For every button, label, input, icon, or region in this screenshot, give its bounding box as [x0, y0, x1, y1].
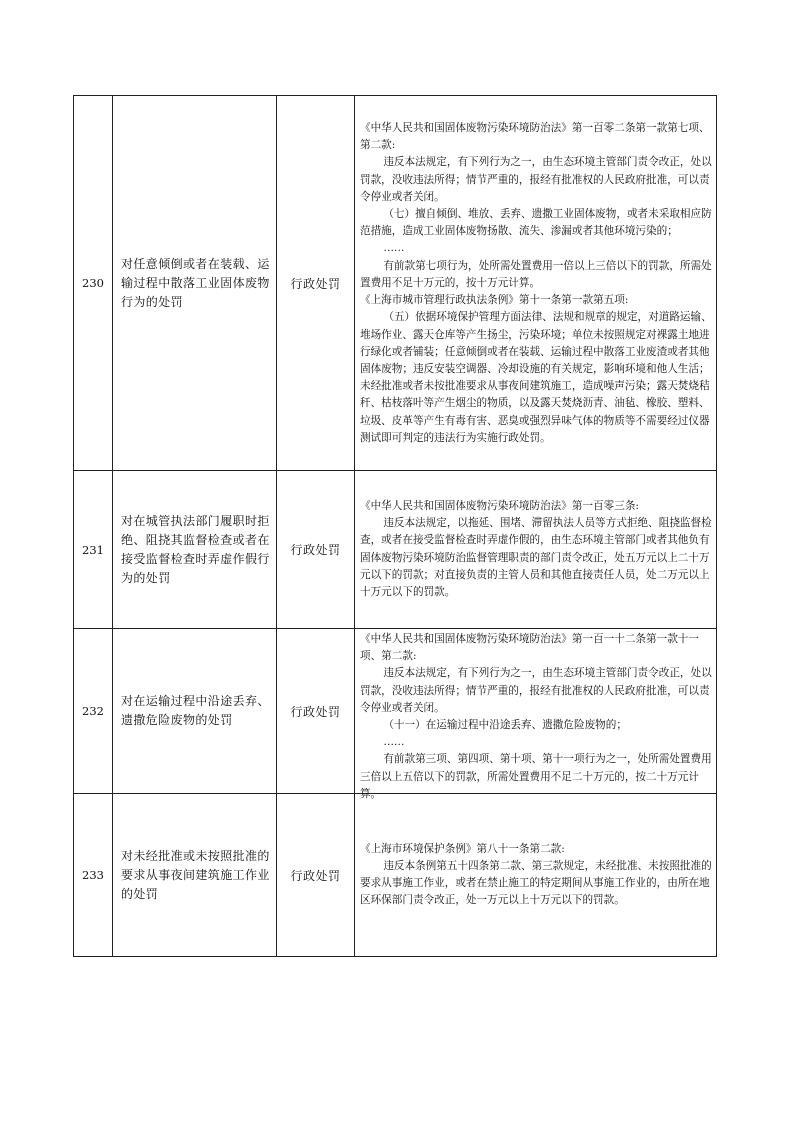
penalty-item: 对在城管执法部门履职时拒绝、阻挠其监督检查或者在接受监督检查时弄虚作假行为的处罚	[113, 471, 277, 629]
legal-basis-cell	[355, 794, 717, 957]
row-number: 230	[74, 96, 113, 471]
legal-basis-paragraph: 违反本法规定，有下列行为之一，由生态环境主管部门责令改正，处以罚款，没收违法所得；情节严重的，报经有批准权的人民政府批准，可以责令停业或者关闭。	[360, 667, 712, 714]
legal-basis-paragraph: 《中华人民共和国固体废物污染环境防治法》第一百一十二条第一款十一项、第二款:	[360, 633, 699, 663]
table-row	[74, 96, 717, 471]
table-row	[74, 471, 717, 629]
table-row	[74, 629, 717, 794]
penalty-item: 对任意倾倒或者在装载、运输过程中散落工业固体废物行为的处罚	[113, 96, 277, 471]
legal-basis-paragraph: 有前款第七项行为，处所需处置费用一倍以上三倍以下的罚款，所需处置费用不足十万元的，按十万元计算。	[360, 259, 712, 289]
legal-basis-paragraph: 《上海市城市管理行政执法条例》第十一条第一款第五项:	[360, 294, 629, 307]
legal-basis-paragraph: ……	[383, 736, 405, 749]
row-number: 233	[74, 794, 113, 957]
legal-basis-paragraph: 有前款第三项、第四项、第十项、第十一项行为之一，处所需处置费用三倍以上五倍以下的罚款，所需处置费用不足二十万元的，按二十万元计算。	[360, 753, 712, 800]
row-number: 231	[74, 471, 113, 629]
legal-basis-paragraph: （五）依据环境保护管理方面法律、法规和规章的规定，对道路运输、堆场作业、露天仓库等产生扬尘，污染环境；单位未按照规定对裸露土地进行绿化或者铺装；任意倾倒或者在装载、运输过程中散落工业废渣或者其他固体废物；违反安装空调器、冷却设施的有关规定，影响环境和他人生活；未经批准或者未按批准要求从事夜间建筑施工，造成噪声污染；露天焚烧秸秆、枯枝落叶等产生烟尘的物质，以及露天焚烧沥青、油毡、橡胶、塑料、垃圾、皮革等产生有毒有害、恶臭或强烈异味气体的物质等不需要经过仪器测试即可判定的违法行为实施行政处罚。	[360, 311, 712, 444]
legal-basis-paragraph: ……	[383, 242, 405, 255]
legal-basis-paragraph: 《中华人民共和国固体废物污染环境防治法》第一百零三条:	[360, 499, 640, 512]
penalty-item: 对在运输过程中沿途丢弃、遗撒危险废物的处罚	[113, 629, 277, 794]
legal-basis-paragraph: 《上海市环境保护条例》第八十一条第二款:	[360, 842, 565, 855]
legal-basis-paragraph: 《中华人民共和国固体废物污染环境防治法》第一百零二条第一款第七项、第二款:	[360, 122, 710, 152]
legal-basis-paragraph: （十一）在运输过程中沿途丢弃、遗撒危险废物的；	[383, 719, 627, 732]
row-number: 232	[74, 629, 113, 794]
legal-basis-cell	[355, 471, 717, 629]
legal-basis-paragraph: （七）擅自倾倒、堆放、丢弃、遗撒工业固体废物，或者未采取相应防范措施，造成工业固体废物扬散、流失、渗漏或者其他环境污染的；	[360, 208, 712, 238]
legal-basis-paragraph: 违反本法规定，以拖延、围堵、滞留执法人员等方式拒绝、阻挠监督检查，或者在接受监督检查时弄虚作假的，由生态环境主管部门或者其他负有固体废物污染环境防治监督管理职责的部门责令改正，处五万元以上二十万元以下的罚款；对直接负责的主管人员和其他直接责任人员，处二万元以上十万元以下的罚款。	[360, 517, 712, 598]
legal-basis-paragraph: 违反本法规定，有下列行为之一，由生态环境主管部门责令改正，处以罚款，没收违法所得；情节严重的，报经有批准权的人民政府批准，可以责令停业或者关闭。	[360, 156, 712, 203]
penalty-table	[73, 95, 717, 957]
penalty-category: 行政处罚	[277, 96, 355, 471]
legal-basis-cell	[355, 96, 717, 471]
legal-basis-cell	[355, 629, 717, 800]
table-row	[74, 794, 717, 957]
penalty-category: 行政处罚	[277, 471, 355, 629]
legal-basis-paragraph: 违反本条例第五十四条第二款、第三款规定，未经批准、未按照批准的要求从事施工作业，或者在禁止施工的特定期间从事施工作业的，由所在地区环保部门责令改正，处一万元以上十万元以下的罚款。	[360, 859, 712, 907]
penalty-category: 行政处罚	[277, 629, 355, 794]
penalty-item: 对未经批准或未按照批准的要求从事夜间建筑施工作业的处罚	[113, 794, 277, 957]
penalty-category: 行政处罚	[277, 794, 355, 957]
